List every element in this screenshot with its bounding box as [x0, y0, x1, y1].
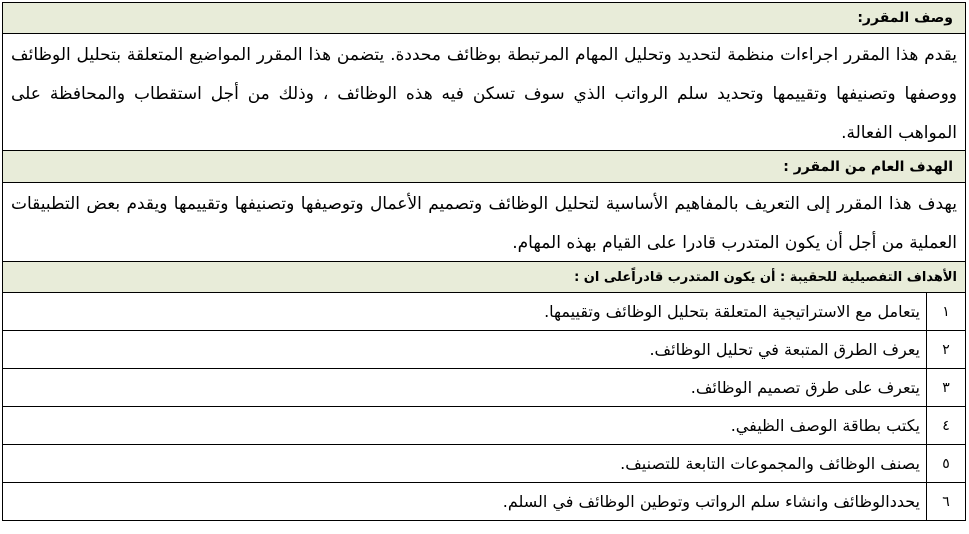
objective-text: يتعرف على طرق تصميم الوظائف.	[690, 378, 920, 397]
objective-text: يكتب بطاقة الوصف الظيفي.	[730, 416, 920, 435]
objective-row	[2, 331, 966, 369]
objective-text: يعرف الطرق المتبعة في تحليل الوظائف.	[649, 340, 920, 359]
course-description-heading: وصف المقرر:	[2, 2, 966, 34]
general-objective-heading: الهدف العام من المقرر :	[2, 151, 966, 183]
objective-text: يصنف الوظائف والمجموعات التابعة للتصنيف.	[620, 454, 920, 473]
objective-number: ٥	[926, 445, 965, 482]
objective-number: ٣	[926, 369, 965, 406]
objective-row	[2, 407, 966, 445]
objective-row	[2, 483, 966, 521]
objective-row	[2, 293, 966, 331]
objective-row	[2, 445, 966, 483]
objective-text: يتعامل مع الاستراتيجية المتعلقة بتحليل الوظائف وتقييمها.	[544, 302, 920, 321]
objective-number: ٤	[926, 407, 965, 444]
objective-text: يحددالوظائف وانشاء سلم الرواتب وتوطين الوظائف في السلم.	[502, 492, 920, 511]
objective-number: ١	[926, 293, 965, 330]
objective-number: ٦	[926, 483, 965, 520]
course-description-text: يقدم هذا المقرر اجراءات منظمة لتحديد وتحليل المهام المرتبطة بوظائف محددة. يتضمن هذا المقرر المواضيع المتعلقة بتحليل الوظائف ووصفها وتصنيفها وتقييمها وتحديد سلم الرواتب الذي سوف تسكن فيه هذه الوظائف ، وذلك من أجل استقطاب والمحافظة على المواهب الفعالة.	[2, 34, 966, 151]
objective-number: ٢	[926, 331, 965, 368]
general-objective-text: يهدف هذا المقرر إلى التعريف بالمفاهيم الأساسية لتحليل الوظائف وتصميم الأعمال وتوصيفها وتصنيفها وتقييمها ويقدم بعض التطبيقات العملية من أجل أن يكون المتدرب قادرا على القيام بهذه المهام.	[2, 183, 966, 262]
objective-row	[2, 369, 966, 407]
course-document	[2, 2, 966, 521]
detailed-objectives-heading: الأهداف التفصيلية للحقيبة : أن يكون المتدرب قادراًعلى ان :	[2, 262, 966, 293]
